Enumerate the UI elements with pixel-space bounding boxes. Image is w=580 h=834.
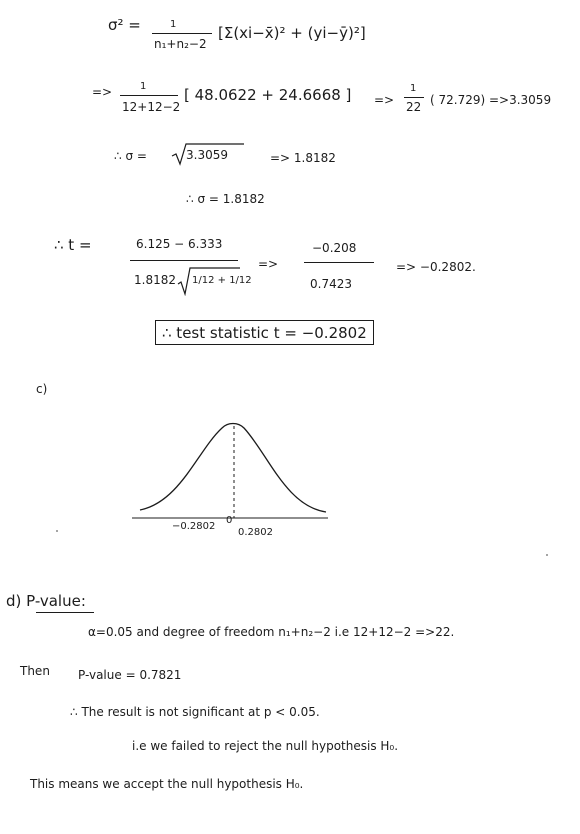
- part-d-alpha-line: α=0.05 and degree of freedom n₁+n₂−2 i.e 12+12−2 =>22.: [88, 625, 455, 639]
- eq3-sqrt-value: 3.3059: [186, 148, 228, 162]
- eq1-numerator: 1: [170, 19, 177, 30]
- eq1-bracket-expression: [Σ(xi−x̄)² + (yi−ȳ)²]: [218, 24, 366, 42]
- eq5-numerator: 6.125 − 6.333: [136, 237, 223, 251]
- eq2-implies-arrow: =>: [92, 85, 113, 99]
- then-label: Then: [20, 664, 50, 678]
- eq2-numerator-2: 1: [410, 83, 417, 94]
- stray-mark-2: [546, 554, 548, 556]
- eq4-sigma-result: ∴ σ = 1.8182: [186, 192, 265, 206]
- reject-statement: i.e we failed to reject the null hypothesis H₀.: [132, 739, 399, 753]
- eq3-result: => 1.8182: [270, 151, 336, 165]
- eq5-result: => −0.2802.: [396, 260, 476, 274]
- curve-tick-right: 0.2802: [238, 527, 273, 538]
- eq5-denominator-sigma: 1.8182: [134, 273, 176, 287]
- curve-tick-zero: 0: [226, 515, 233, 526]
- accept-statement: This means we accept the null hypothesis H₀.: [30, 777, 304, 791]
- test-statistic-box: [155, 320, 374, 345]
- part-d-label: d) P-value:: [6, 592, 86, 610]
- eq2-paren-result: ( 72.729) =>3.3059: [430, 93, 552, 107]
- eq3-therefore-sigma: ∴ σ =: [114, 149, 147, 163]
- eq5-fraction-bar: [130, 260, 238, 261]
- eq2-denominator-2: 22: [406, 100, 422, 114]
- eq2-denominator: 12+12−2: [122, 100, 181, 114]
- eq2-bracket-expression: [ 48.0622 + 24.6668 ]: [184, 86, 352, 104]
- p-value-underline: [36, 612, 94, 613]
- eq5-numerator-2: −0.208: [312, 241, 357, 255]
- eq1-fraction-bar: [152, 33, 212, 34]
- eq5-sqrt-contents: 1/12 + 1/12: [192, 275, 252, 286]
- eq1-denominator: n₁+n₂−2: [154, 37, 207, 51]
- curve-tick-left: −0.2802: [172, 521, 216, 532]
- p-value-result: P-value = 0.7821: [78, 668, 182, 682]
- eq2-implies-arrow-2: =>: [374, 93, 395, 107]
- eq5-therefore-t: ∴ t =: [54, 236, 92, 254]
- eq2-numerator: 1: [140, 81, 147, 92]
- normal-distribution-curve: [130, 410, 330, 520]
- part-c-label: c): [36, 382, 48, 396]
- eq5-implies-arrow: =>: [258, 257, 279, 271]
- eq2-fraction-bar-2: [404, 97, 424, 98]
- eq2-fraction-bar: [120, 95, 178, 96]
- stray-mark: [56, 530, 58, 532]
- eq5-denominator-2: 0.7423: [310, 277, 352, 291]
- eq5-fraction-bar-2: [304, 262, 374, 263]
- sigma-squared-lhs: σ² =: [108, 16, 141, 34]
- test-statistic-text: ∴ test statistic t = −0.2802: [162, 324, 367, 342]
- significance-statement: ∴ The result is not significant at p < 0.05.: [70, 705, 320, 719]
